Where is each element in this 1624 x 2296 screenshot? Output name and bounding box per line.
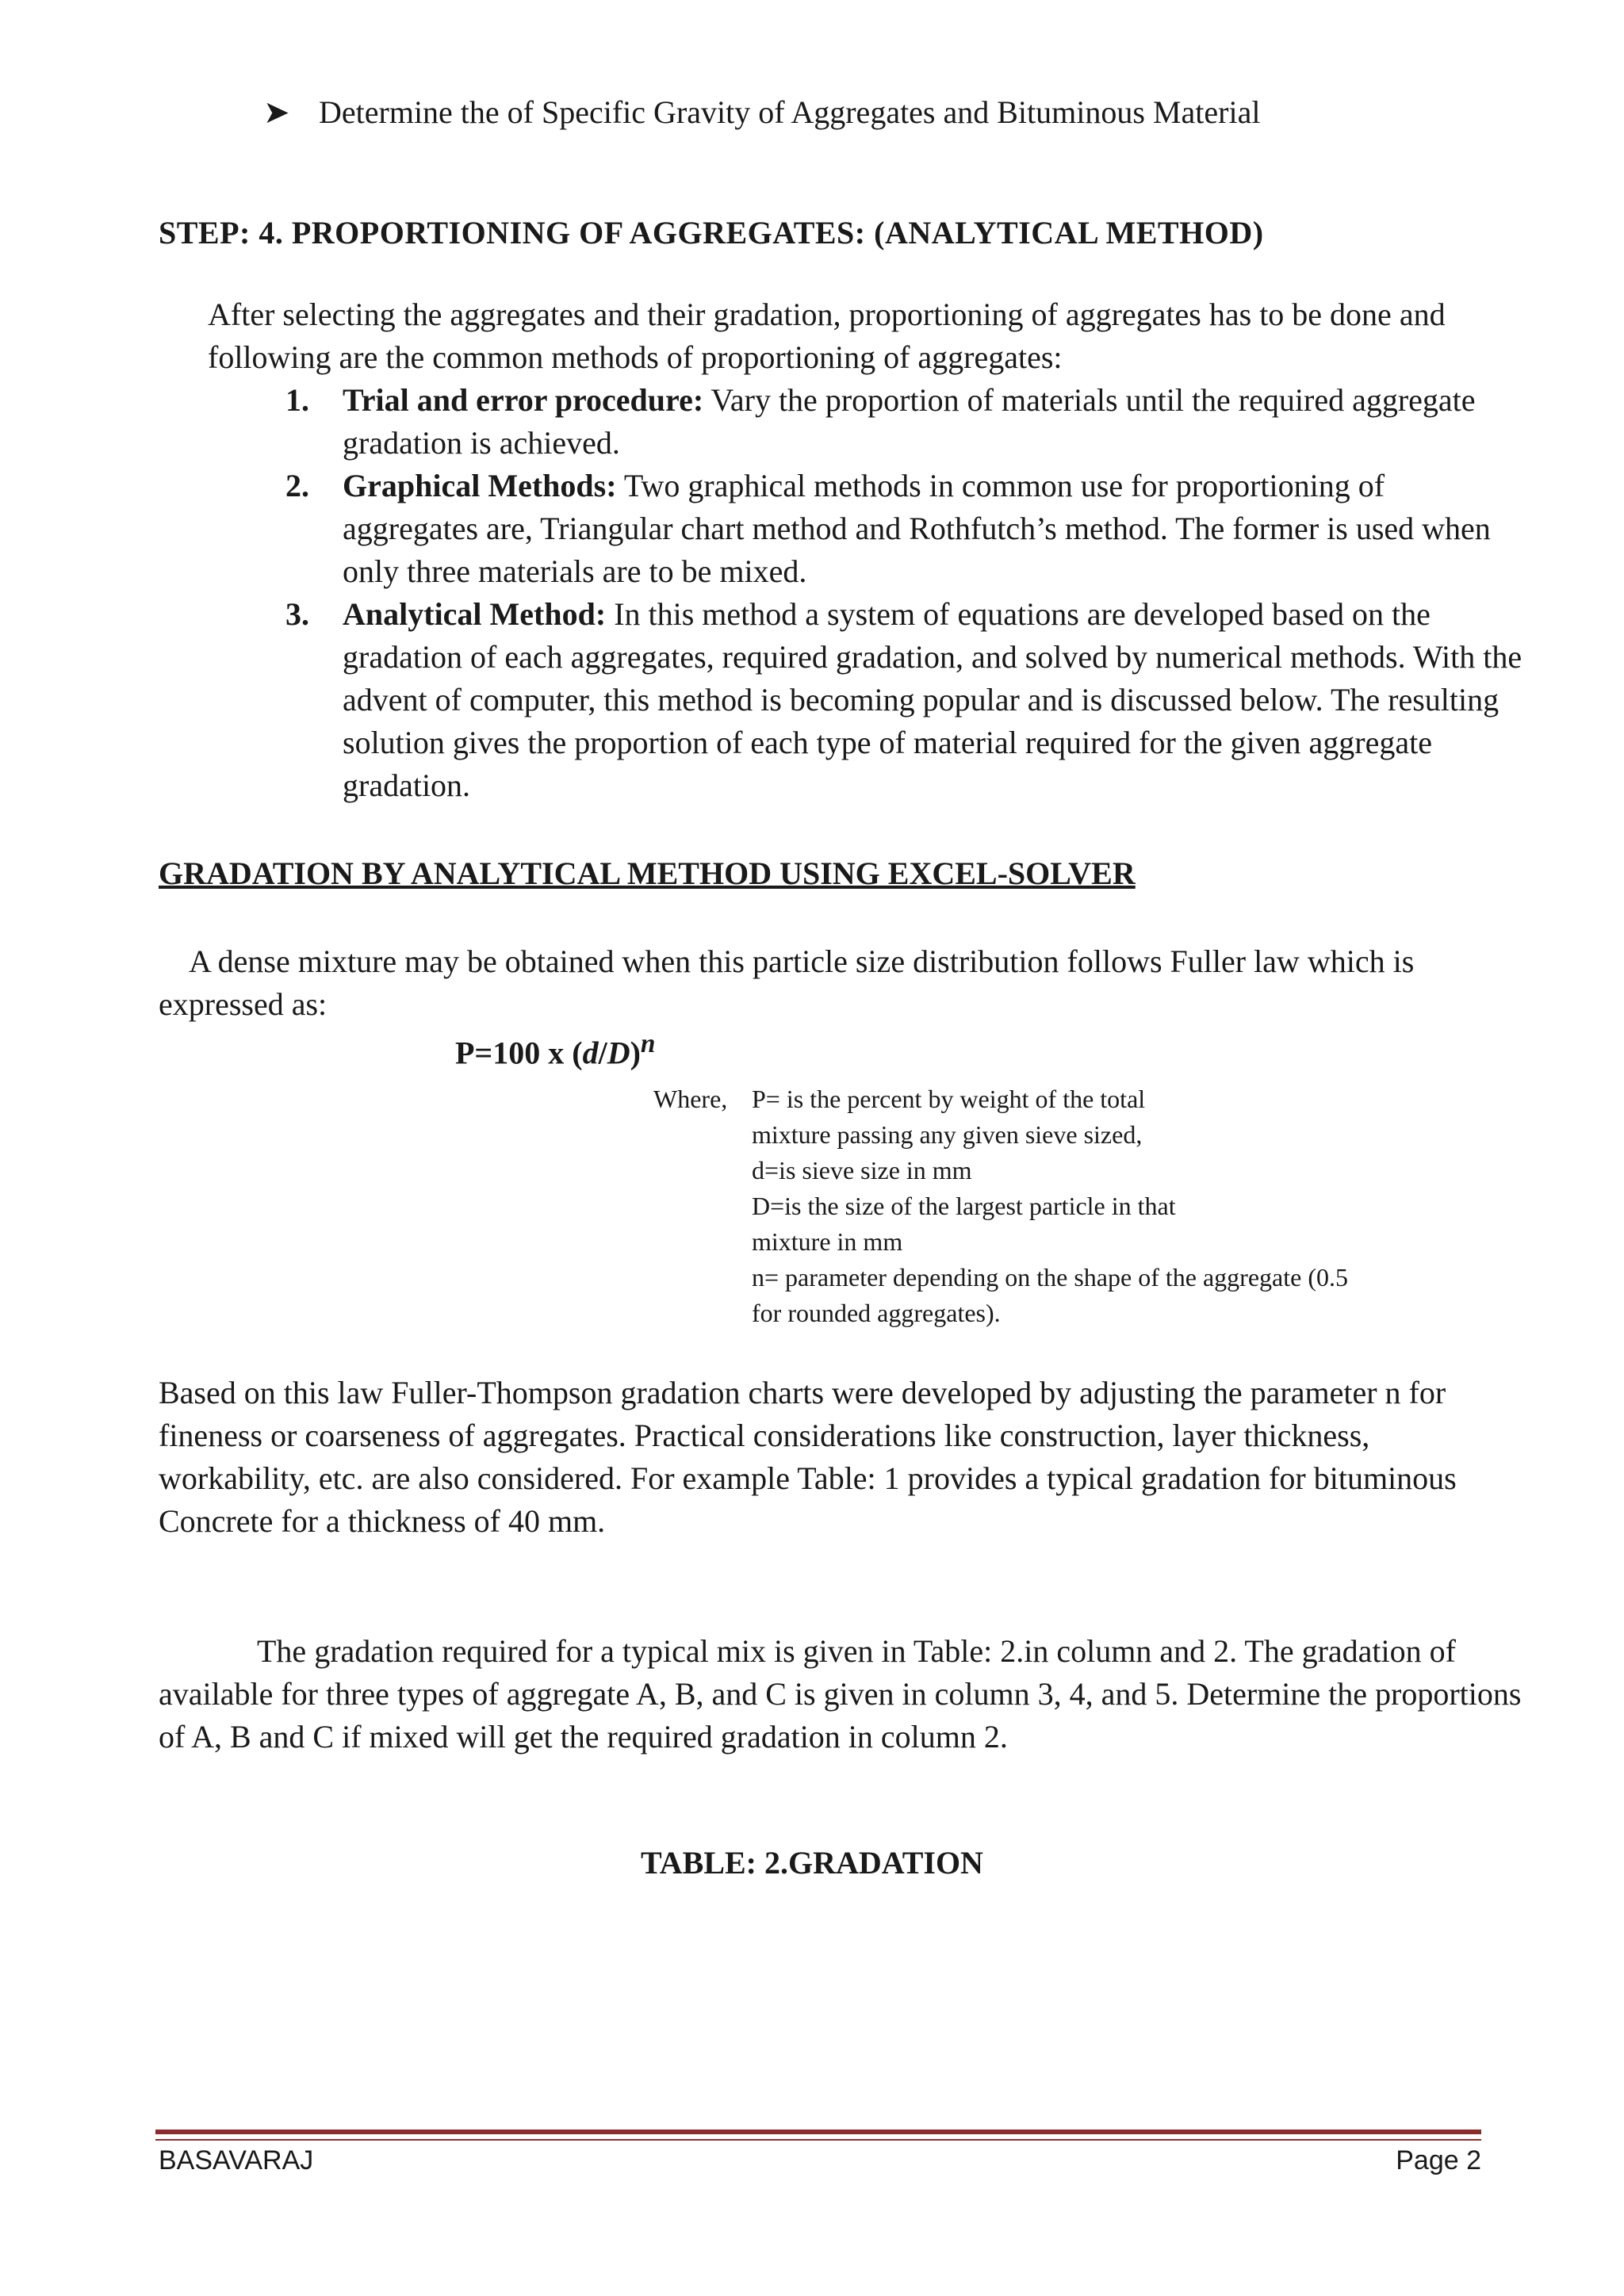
gradation-paragraph: The gradation required for a typical mix is given in Table: 2.in column and 2. The gradation of available for three types of aggregate A, B, and C is given in column 3, 4, and 5. Determine the proportions of A, B and C if mixed will get the required gradation in column 2. [159, 1633, 1522, 1755]
fuller-thompson-paragraph [159, 1372, 1522, 1543]
table-title: TABLE: 2.GRADATION [641, 1845, 983, 1881]
method-title: Analytical Method: [343, 596, 607, 632]
intro-paragraph: After selecting the aggregates and their gradation, proportioning of aggregates has to be done and following are the common methods of proportioning of aggregates: [208, 297, 1446, 375]
paragraph-text: Concrete for a thickness of 40 mm. [159, 1503, 606, 1539]
method-title: Graphical Methods: [343, 468, 617, 503]
definition-line: n= parameter depending on the shape of the aggregate (0.5 [752, 1263, 1348, 1292]
fuller-intro-paragraph: A dense mixture may be obtained when this particle size distribution follows Fuller law which is expressed as: [159, 943, 1415, 1022]
footer-rule-thick [155, 2130, 1481, 2134]
bullet-item [263, 94, 1260, 131]
formula-lhs: P=100 x [455, 1035, 573, 1071]
definition-line: mixture passing any given sieve sized, [752, 1120, 1143, 1149]
footer-page-number: Page 2 [1396, 2145, 1481, 2175]
footer-rule-thin [155, 2139, 1481, 2141]
formula-D: D [607, 1035, 630, 1071]
where-label: Where, [653, 1085, 728, 1113]
variable-definitions [752, 1081, 1513, 1331]
definition-line: P= is the percent by weight of the total [752, 1085, 1146, 1113]
formula-exponent: n [640, 1029, 656, 1058]
formula-open-paren: ( [572, 1035, 583, 1071]
method-text: Vary the proportion of materials until the required aggregate gradation is achieved. [343, 382, 1476, 461]
list-item [285, 379, 1522, 465]
list-number: 1. [285, 382, 309, 418]
definition-line: mixture in mm [752, 1227, 903, 1256]
formula-d: d [582, 1035, 599, 1071]
method-text: Two graphical methods in common use for proportioning of aggregates are, Triangular chart method and Rothfutch’s method. The former is used when only three materials are to be mixed. [343, 468, 1491, 589]
arrow-bullet-icon: ➤ [263, 94, 290, 130]
method-title: Trial and error procedure: [343, 382, 704, 418]
method-text: In this method a system of equations are developed based on the gradation of each aggregates, required gradation, and solved by numerical methods. With the advent of computer, this method is becoming popular and is discussed below. The resulting solution gives the proportion of each type of material required for the given aggregate gradation. [343, 596, 1522, 803]
formula-slash: / [598, 1035, 607, 1071]
section-heading: GRADATION BY ANALYTICAL METHOD USING EXCEL-SOLVER [159, 855, 1136, 891]
definition-line: D=is the size of the largest particle in that [752, 1192, 1176, 1220]
definition-line: d=is sieve size in mm [752, 1156, 972, 1184]
list-number: 2. [285, 468, 309, 503]
methods-list [285, 379, 1522, 807]
paragraph-text: Based on this law Fuller-Thompson gradation charts were developed by adjusting the parameter n for fineness or coarseness of aggregates. Practical considerations like construction, layer thickness, workability, etc. are also considered. For example Table: 1 provides a typical gradation for bituminous [159, 1375, 1457, 1496]
definition-line: for rounded aggregates). [752, 1299, 1001, 1327]
list-item [285, 465, 1522, 593]
formula-close-paren: ) [630, 1035, 641, 1071]
fuller-formula [455, 1029, 655, 1071]
list-number: 3. [285, 596, 309, 632]
list-item [285, 593, 1522, 807]
bullet-text: Determine the of Specific Gravity of Aggregates and Bituminous Material [319, 94, 1261, 130]
step-heading: STEP: 4. PROPORTIONING OF AGGREGATES: (ANALYTICAL METHOD) [159, 215, 1264, 251]
footer-author: BASAVARAJ [159, 2145, 314, 2175]
